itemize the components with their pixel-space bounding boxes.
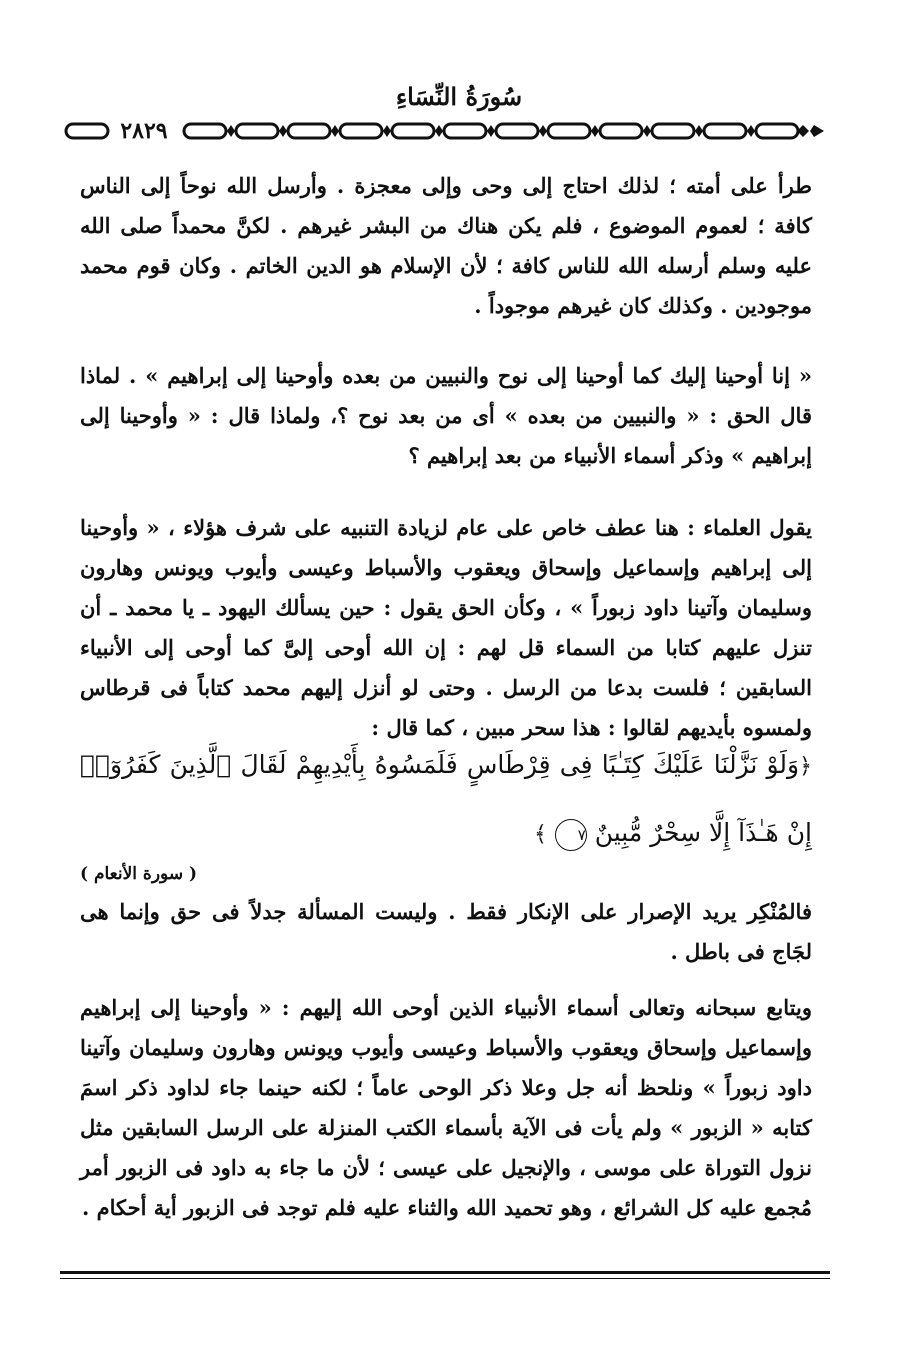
page-number: ٢٨٢٩ bbox=[120, 118, 168, 144]
quran-verse bbox=[80, 732, 812, 868]
verse-close-mark: ﴾ bbox=[533, 822, 547, 847]
paragraph-1: طرأ على أمته ؛ لذلك احتاج إلى وحى وإلى معجزة . وأرسل الله نوحاً إلى الناس كافة ؛ لعموم الموضوع ، فلم يكن هناك من البشر غيرهم . لكنَّ محمداً صلى الله عليه وسلم أرسله الله للناس كافة ؛ لأن الإسلام هو الدين الخاتم . وكان قوم محمد موجودين . وكذلك كان غيرهم موجوداً . bbox=[80, 173, 812, 318]
paragraph-3: يقول العلماء : هنا عطف خاص على عام لزيادة التنبيه على شرف هؤلاء ، « وأوحينا إلى إبراهيم وإسماعيل وإسحاق ويعقوب والأسباط وعيسى وأيوب ويونس وهارون وسليمان وآتينا داود زبوراً » ، وكأن الحق يقول : حين يسألك اليهود ـ يا محمد ـ أن تنزل عليهم كتابا من السماء قل لهم : إن الله أوحى إلىَّ كما أوحى إلى الأنبياء السابقين ؛ فلست بدعا من الرسل . وحتى لو أنزل إليهم محمد كتاباً فى قرطاس ولمسوه بأيديهم لقالوا : هذا سحر مبين ، كما قال : bbox=[80, 515, 812, 740]
ornamental-border bbox=[62, 116, 832, 146]
verse-text: وَلَوْ نَزَّلْنَا عَلَيْكَ كِتَـٰبًا فِى قِرْطَاسٍ فَلَمَسُوهُ بِأَيْدِيهِمْ لَقَالَ ٱلَّذِينَ كَفَرُوٓا۟ إِنْ هَـٰذَآ إِلَّا سِحْرٌ مُّبِينٌ bbox=[80, 750, 812, 847]
paragraph-5: ويتابع سبحانه وتعالى أسماء الأنبياء الذين أوحى الله إليهم : « وأوحينا إلى إبراهيم وإسماعيل وإسحاق ويعقوب والأسباط وعيسى وأيوب ويونس وهارون وسليمان وآتينا داود زبوراً » ونلحظ أنه جل وعلا ذكر الوحى عاماً ؛ لكنه حينما جاء لداود ذكر اسمَ كتابه « الزبور » ولم يأت فى الآية بأسماء الكتب المنزلة على الرسل السابقين مثل نزول التوراة على موسى ، والإنجيل على عيسى ؛ لأن ما جاء به داود فى الزبور أمر مُجمع عليه كل الشرائع ، وهو تحميد الله والثناء عليه فلم توجد فى الزبور أية أحكام . bbox=[80, 995, 812, 1220]
surah-title: سُورَةُ النِّسَاءِ bbox=[395, 82, 523, 111]
verse-open-mark: ﴿ bbox=[799, 754, 812, 779]
paragraph-2: « إنا أوحينا إليك كما أوحينا إلى نوح والنبيين من بعده وأوحينا إلى إبراهيم » . لماذا قال الحق : « والنبيين من بعده » أى من بعد نوح ؟، ولماذا قال : « وأوحينا إلى إبراهيم » وذكر أسماء الأنبياء من بعد إبراهيم ؟ bbox=[80, 363, 812, 468]
verse-number: ٧ bbox=[555, 819, 587, 851]
verse-source: ( سورة الأنعام ) bbox=[80, 864, 198, 884]
footer-rule bbox=[60, 1271, 830, 1274]
footer-rule-thin bbox=[60, 1278, 830, 1279]
paragraph-4: فالمُنْكِر يريد الإصرار على الإنكار فقط . وليست المسألة جدلاً فى حق وإنما هى لجَاج فى باطل . bbox=[80, 899, 812, 964]
